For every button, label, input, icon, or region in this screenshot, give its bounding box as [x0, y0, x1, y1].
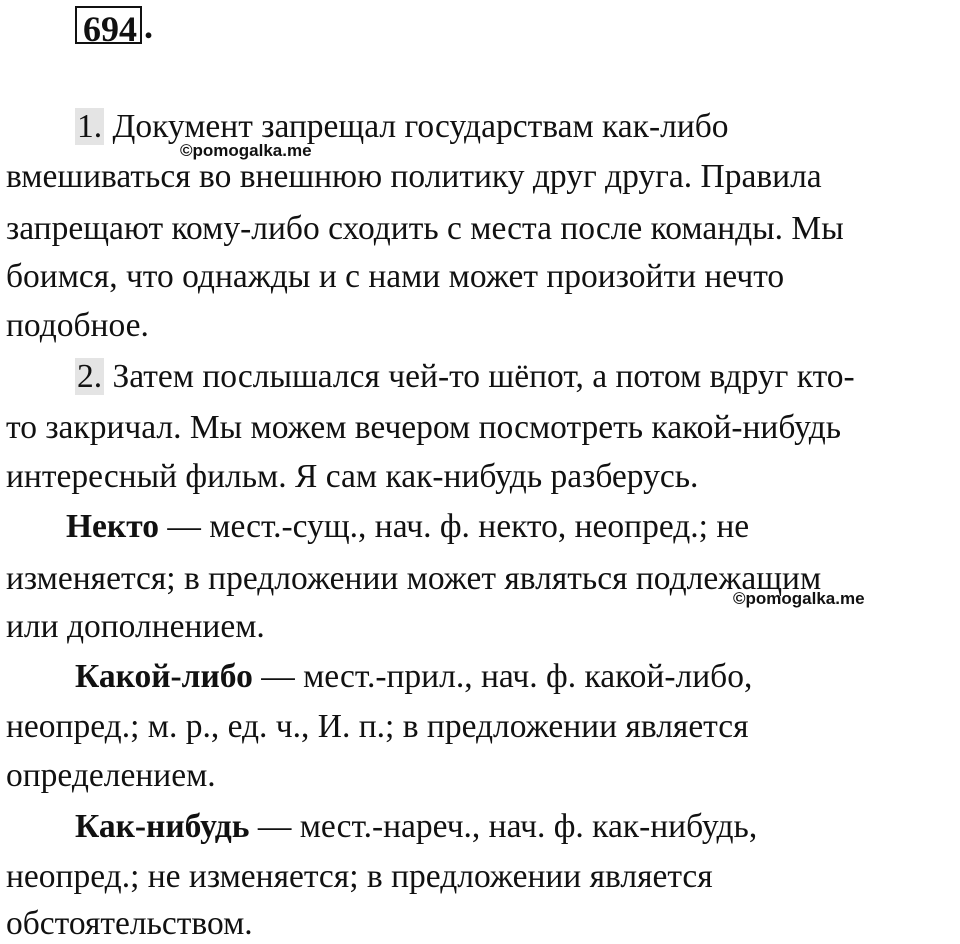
text-line-1 [75, 107, 729, 147]
line-text: обстоятельством. [6, 905, 253, 942]
exercise-number [75, 4, 153, 49]
text-line-9 [66, 507, 749, 547]
line-text: неопред.; не изменяется; в предложении является [6, 858, 713, 895]
line-text: неопред.; м. р., ед. ч., И. п.; в предложении является [6, 708, 749, 745]
text-line-13 [6, 707, 749, 747]
term-kak-nibud: Как-нибудь [75, 808, 250, 845]
text-line-12 [75, 657, 752, 697]
line-text: — мест.-нареч., нач. ф. как-нибудь, [249, 808, 758, 845]
text-line-15 [75, 807, 757, 847]
text-line-7 [6, 408, 841, 448]
watermark-middle: ©pomogalka.me [733, 589, 865, 608]
line-text: подобное. [6, 307, 149, 344]
line-text: Документ запрещал государствам как-либо [104, 108, 729, 145]
line-text: — мест.-сущ., нач. ф. некто, неопред.; не [159, 508, 750, 545]
text-line-3 [6, 209, 844, 249]
line-text: изменяется; в предложении может являться подлежащим [6, 560, 822, 597]
term-kakoy-libo: Какой-либо [75, 658, 253, 695]
exercise-number-box: 694 [75, 6, 142, 44]
exercise-number-dot: . [144, 6, 153, 46]
text-line-11 [6, 607, 265, 647]
text-line-8 [6, 457, 698, 497]
line-text: запрещают кому-либо сходить с места после команды. Мы [6, 210, 844, 247]
line-text: определением. [6, 757, 216, 794]
line-text: боимся, что однажды и с нами может произойти нечто [6, 258, 785, 295]
text-line-16 [6, 857, 713, 897]
text-line-14 [6, 756, 216, 796]
text-line-5 [6, 306, 149, 346]
text-line-17 [6, 904, 253, 944]
line-text: вмешиваться во внешнюю политику друг друга. Правила [6, 158, 822, 195]
text-line-4 [6, 257, 784, 297]
item-number-2: 2. [77, 358, 103, 395]
watermark-top: ©pomogalka.me [180, 141, 312, 160]
term-nekto: Некто [66, 508, 159, 545]
line-text: то закричал. Мы можем вечером посмотреть какой-нибудь [6, 409, 842, 446]
text-line-6 [75, 357, 855, 397]
text-line-2 [6, 157, 822, 197]
line-text: интересный фильм. Я сам как-нибудь разберусь. [6, 458, 699, 495]
text-line-10 [6, 559, 821, 599]
line-text: Затем послышался чей-то шёпот, а потом вдруг кто- [104, 358, 855, 395]
item-number-1: 1. [77, 108, 103, 145]
line-text: или дополнением. [6, 608, 265, 645]
line-text: — мест.-прил., нач. ф. какой-либо, [252, 658, 753, 695]
